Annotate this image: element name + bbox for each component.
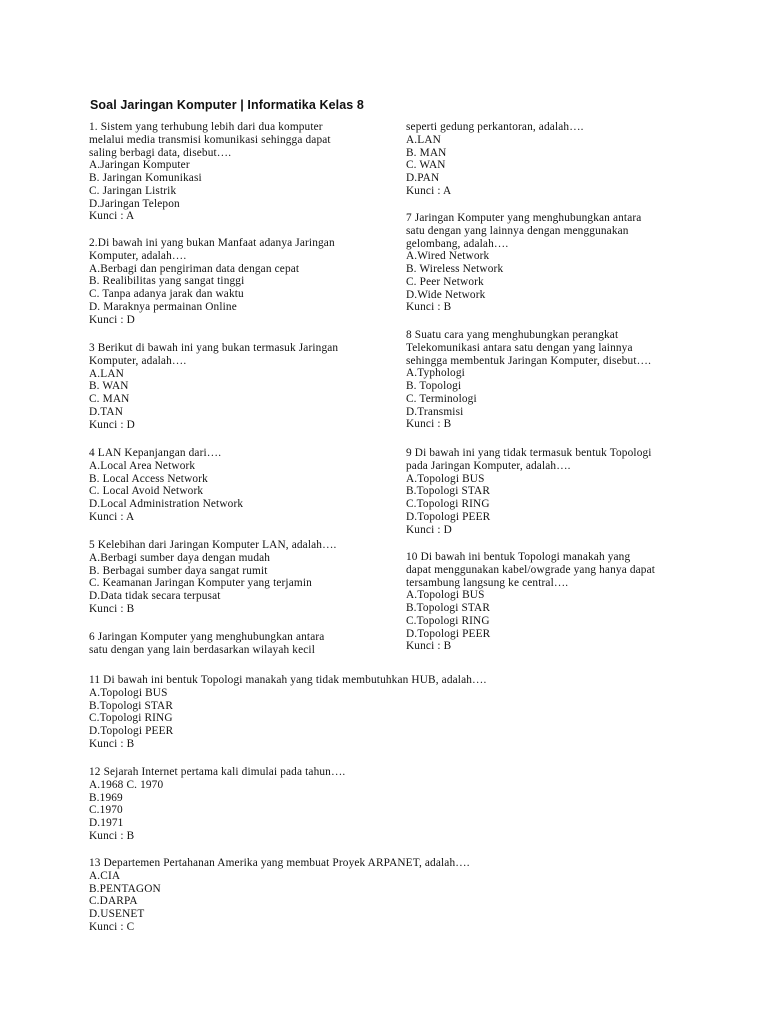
answer-option: A.LAN — [406, 133, 441, 146]
answer-key: Kunci : A — [406, 184, 452, 197]
answer-key: Kunci : B — [406, 640, 452, 653]
question-text: 1. Sistem yang terhubung lebih dari dua komputer — [89, 121, 323, 133]
answer-option: D.Topologi PEER — [406, 627, 491, 640]
question-11 — [89, 674, 486, 751]
answer-option: D.USENET — [89, 908, 145, 920]
question-text: seperti gedung perkantoran, adalah…. — [406, 121, 584, 133]
answer-option: B.Topologi STAR — [406, 485, 491, 498]
document-title: Soal Jaringan Komputer | Informatika Kelas 8 — [90, 98, 364, 112]
question-text: melalui media transmisi komunikasi sehingga dapat — [89, 133, 331, 146]
question-text: 9 Di bawah ini yang tidak termasuk bentuk Topologi — [406, 447, 652, 459]
answer-key: Kunci : A — [89, 210, 135, 223]
answer-option: A.CIA — [89, 869, 121, 882]
answer-key: Kunci : D — [89, 418, 135, 431]
question-text: dapat menggunakan kabel/owgrade yang hanya dapat — [406, 563, 656, 576]
answer-option: C. Tanpa adanya jarak dan waktu — [89, 288, 244, 300]
answer-option: C.1970 — [89, 804, 123, 817]
question-text: 3 Berikut di bawah ini yang bukan termasuk Jaringan — [89, 342, 339, 354]
question-text: satu dengan yang lain berdasarkan wilayah kecil — [89, 643, 315, 656]
answer-option: D.1971 — [89, 817, 124, 829]
question-text: 11 Di bawah ini bentuk Topologi manakah yang tidak membutuhkan HUB, adalah…. — [89, 674, 487, 686]
question-text: Komputer, adalah…. — [89, 354, 187, 367]
answer-option: B. Local Access Network — [89, 472, 208, 485]
answer-option: C. Peer Network — [406, 275, 484, 288]
question-text: satu dengan yang lainnya dengan menggunakan — [406, 224, 629, 237]
question-text: tersambung langsung ke central…. — [406, 576, 569, 589]
answer-key: Kunci : B — [406, 418, 452, 431]
answer-key: Kunci : B — [406, 301, 452, 314]
question-13 — [89, 857, 470, 934]
answer-key: Kunci : D — [406, 523, 452, 536]
question-9 — [406, 447, 652, 536]
answer-option: D.Jaringan Telepon — [89, 197, 180, 210]
answer-option: B. Wireless Network — [406, 263, 504, 275]
answer-option: A.LAN — [89, 367, 124, 380]
question-text: 6 Jaringan Komputer yang menghubungkan antara — [89, 631, 325, 643]
question-text: 10 Di bawah ini bentuk Topologi manakah yang — [406, 551, 631, 563]
question-text: sehingga membentuk Jaringan Komputer, disebut…. — [406, 354, 652, 367]
answer-option: A.Jaringan Komputer — [89, 159, 190, 172]
question-text: Telekomunikasi antara satu dengan yang lainnya — [406, 341, 633, 354]
answer-option: A.1968 C. 1970 — [89, 778, 164, 791]
answer-option: D. Maraknya permainan Online — [89, 300, 237, 313]
answer-key: Kunci : A — [89, 510, 135, 523]
question-1 — [89, 121, 331, 223]
answer-option: A.Berbagi dan pengiriman data dengan cepat — [89, 262, 300, 275]
answer-option: A.Topologi BUS — [89, 686, 168, 699]
answer-option: C. WAN — [406, 159, 446, 172]
answer-option: C. MAN — [89, 393, 130, 405]
answer-option: A.Typhologi — [406, 367, 465, 380]
question-7 — [406, 212, 641, 314]
question-2 — [89, 237, 335, 326]
answer-key: Kunci : D — [89, 313, 135, 326]
answer-option: B.PENTAGON — [89, 882, 161, 895]
question-text: 5 Kelebihan dari Jaringan Komputer LAN, adalah…. — [89, 539, 337, 551]
question-12 — [89, 766, 345, 843]
answer-option: D.PAN — [406, 172, 440, 184]
answer-option: C. Keamanan Jaringan Komputer yang terjamin — [89, 577, 312, 590]
question-text: 2.Di bawah ini yang bukan Manfaat adanya Jaringan — [89, 237, 335, 249]
answer-option: B. MAN — [406, 146, 447, 159]
answer-option: A.Topologi BUS — [406, 472, 485, 485]
answer-option: C. Jaringan Listrik — [89, 184, 177, 197]
question-text: 8 Suatu cara yang menghubungkan perangkat — [406, 329, 619, 341]
answer-option: C.Topologi RING — [406, 614, 490, 627]
answer-option: B. Topologi — [406, 380, 462, 392]
answer-option: A.Wired Network — [406, 250, 490, 263]
answer-option: D.Data tidak secara terpusat — [89, 590, 221, 602]
answer-option: A.Local Area Network — [89, 459, 196, 472]
answer-option: C. Terminologi — [406, 392, 477, 405]
answer-option: C.Topologi RING — [406, 498, 490, 510]
answer-option: D.Local Administration Network — [89, 498, 244, 510]
answer-option: D.Topologi PEER — [89, 725, 174, 737]
answer-option: A.Berbagi sumber daya dengan mudah — [89, 551, 271, 564]
answer-option: D.Wide Network — [406, 288, 486, 301]
answer-key: Kunci : C — [89, 920, 135, 933]
question-3 — [89, 342, 338, 431]
answer-option: B. WAN — [89, 380, 129, 393]
answer-key: Kunci : B — [89, 737, 135, 750]
answer-option: D.Transmisi — [406, 405, 464, 418]
question-text: gelombang, adalah…. — [406, 237, 509, 250]
question-4 — [89, 447, 243, 524]
answer-key: Kunci : B — [89, 602, 135, 615]
question-text: 4 LAN Kepanjangan dari…. — [89, 447, 222, 459]
answer-option: C.DARPA — [89, 895, 138, 908]
question-text: 13 Departemen Pertahanan Amerika yang membuat Proyek ARPANET, adalah…. — [89, 857, 470, 869]
question-5 — [89, 539, 337, 616]
answer-option: B. Berbagai sumber daya sangat rumit — [89, 564, 268, 577]
question-10 — [406, 551, 655, 653]
question-text: Komputer, adalah…. — [89, 249, 187, 262]
answer-option: D.Topologi PEER — [406, 510, 491, 523]
answer-option: B. Realibilitas yang sangat tinggi — [89, 275, 245, 288]
answer-option: B. Jaringan Komunikasi — [89, 172, 202, 184]
answer-option: C.Topologi RING — [89, 712, 173, 725]
answer-option: B.1969 — [89, 791, 123, 804]
answer-option: B.Topologi STAR — [406, 602, 491, 614]
answer-option: D.TAN — [89, 405, 124, 418]
question-text: 12 Sejarah Internet pertama kali dimulai pada tahun…. — [89, 766, 346, 778]
question-6-continued — [406, 121, 584, 198]
answer-option: C. Local Avoid Network — [89, 485, 204, 498]
answer-option: B.Topologi STAR — [89, 699, 174, 712]
question-6 — [89, 631, 324, 657]
answer-key: Kunci : B — [89, 829, 135, 842]
question-text: 7 Jaringan Komputer yang menghubungkan antara — [406, 212, 642, 224]
question-8 — [406, 329, 651, 431]
question-text: pada Jaringan Komputer, adalah…. — [406, 459, 571, 472]
answer-option: A.Topologi BUS — [406, 589, 485, 602]
question-text: saling berbagi data, disebut…. — [89, 146, 232, 159]
